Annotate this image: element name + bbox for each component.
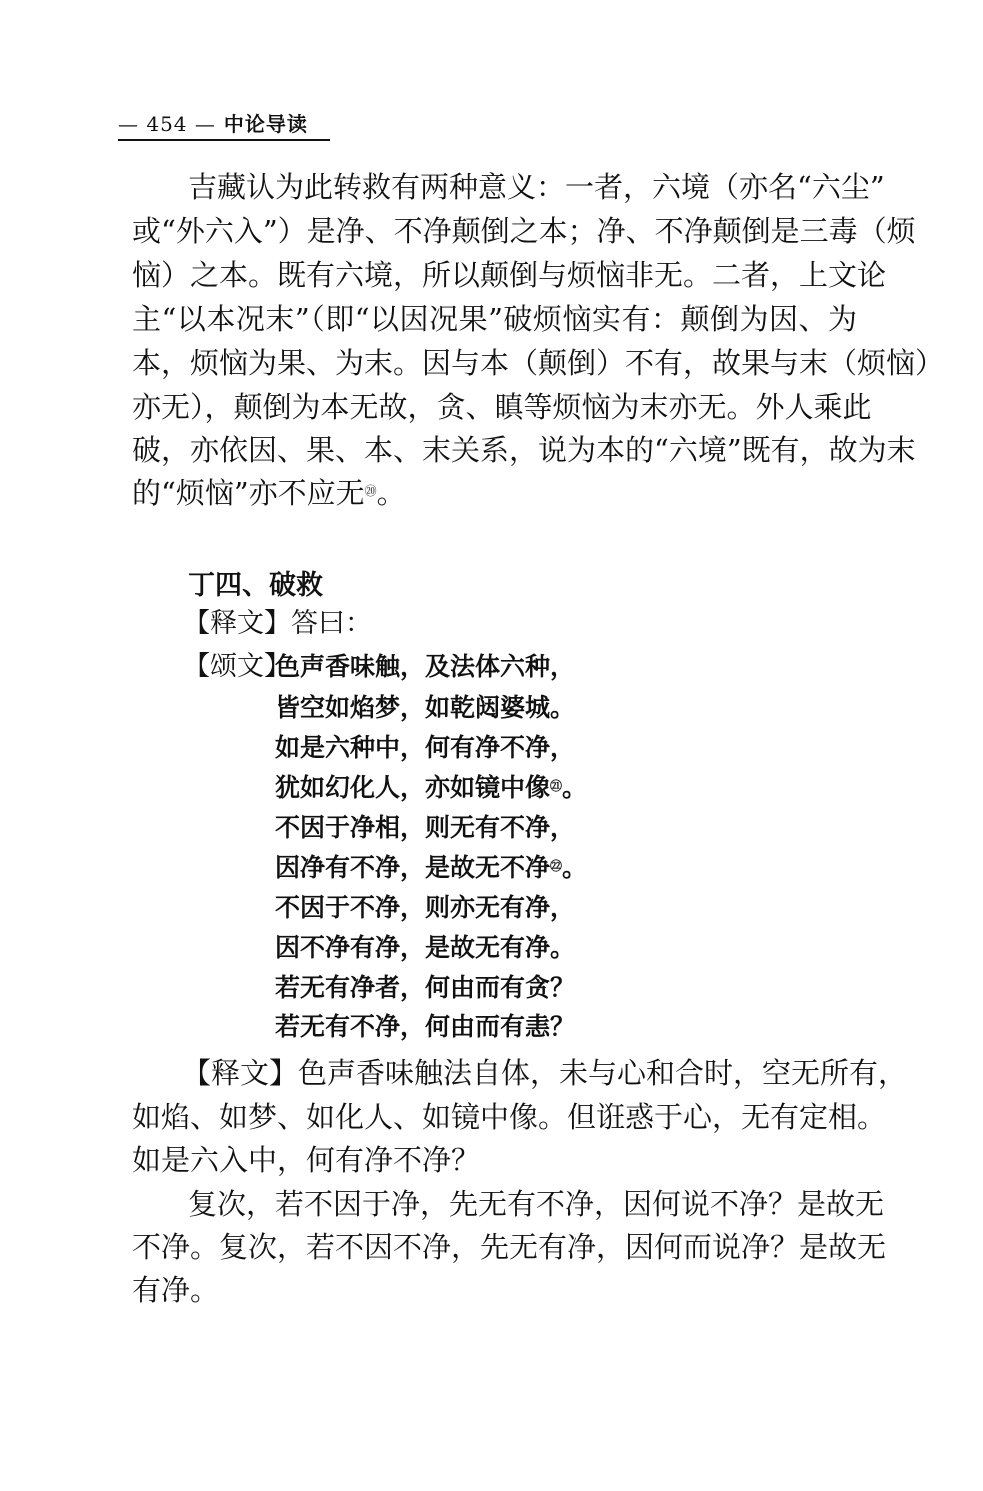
footnote-marker: ㉒ <box>550 859 563 873</box>
paragraph-line: 恼）之本。既有六境，所以颠倒与烦恼非无。二者，上文论 <box>132 258 887 292</box>
verse-line: 如是六种中，何有净不净， <box>275 733 576 762</box>
paragraph-line: 主“以本况末”（即“以因况果”破烦恼实有：颠倒为因、为 <box>132 302 857 336</box>
running-header <box>118 108 330 141</box>
paragraph-line: 如是六入中，何有净不净？ <box>132 1143 481 1177</box>
paragraph-line: 如焰、如梦、如化人、如镜中像。但诳惑于心，无有定相。 <box>132 1100 887 1134</box>
footnote-marker: ⑳ <box>364 484 377 498</box>
answer-text: 答曰： <box>291 608 372 639</box>
paragraph-line <box>132 475 857 511</box>
paragraph-line: 或“外六入”）是净、不净颠倒之本；净、不净颠倒是三毒（烦 <box>132 214 916 248</box>
verse-line <box>275 852 587 884</box>
verse-line: 不因于不净，则亦无有净， <box>275 893 576 922</box>
paragraph-line: 有净。 <box>132 1273 220 1307</box>
line-end: 。 <box>376 476 406 510</box>
verse-line: 因不净有净，是故无有净。 <box>275 933 576 962</box>
paragraph-line: 本，烦恼为果、为末。因与本（颠倒）不有，故果与末（烦恼） <box>132 346 945 380</box>
paragraph-line <box>132 1055 908 1091</box>
paragraph-line: 吉藏认为此转救有两种意义：一者，六境（亦名“六尘” <box>188 170 885 204</box>
answer-line <box>183 607 372 641</box>
verse-line: 若无有净者，何由而有贪？ <box>275 973 576 1002</box>
verse-text: 因净有不净，是故无不净 <box>275 853 551 882</box>
verse-end: 。 <box>562 853 588 882</box>
paragraph-line: 亦无），颠倒为本无故，贪、瞋等烦恼为末亦无。外人乘此 <box>132 390 872 424</box>
paragraph-line: 不净。复次，若不因不净，先无有净，因何而说净？是故无 <box>132 1230 887 1264</box>
verse-text: 犹如幻化人，亦如镜中像 <box>275 773 551 802</box>
verse-line <box>275 772 587 804</box>
book-title: 中论导读 <box>223 112 308 136</box>
shiwen-label: 【释文】 <box>183 608 291 639</box>
footnote-marker: ㉑ <box>550 779 563 793</box>
songwen-label: 【颂文】 <box>183 651 291 682</box>
paragraph-line: 破，亦依因、果、本、末关系，说为本的“六境”既有，故为末 <box>132 433 916 467</box>
page-number: — 454 — <box>118 112 216 136</box>
verse-line: 皆空如焰梦，如乾闼婆城。 <box>275 693 576 722</box>
verse-line: 若无有不净，何由而有恚？ <box>275 1012 576 1041</box>
section-heading: 丁四、破救 <box>188 570 323 601</box>
verse-line: 不因于净相，则无有不净， <box>275 813 576 842</box>
line-text: 色声香味触法自体，未与心和合时，空无所有， <box>298 1056 908 1090</box>
line-text: 的“烦恼”亦不应无 <box>132 476 365 510</box>
verse-line: 色声香味触，及法体六种， <box>275 652 576 681</box>
paragraph-line: 复次，若不因于净，先无有不净，因何说不净？是故无 <box>188 1187 885 1221</box>
shiwen-label: 【释文】 <box>182 1056 299 1090</box>
verse-end: 。 <box>562 773 588 802</box>
